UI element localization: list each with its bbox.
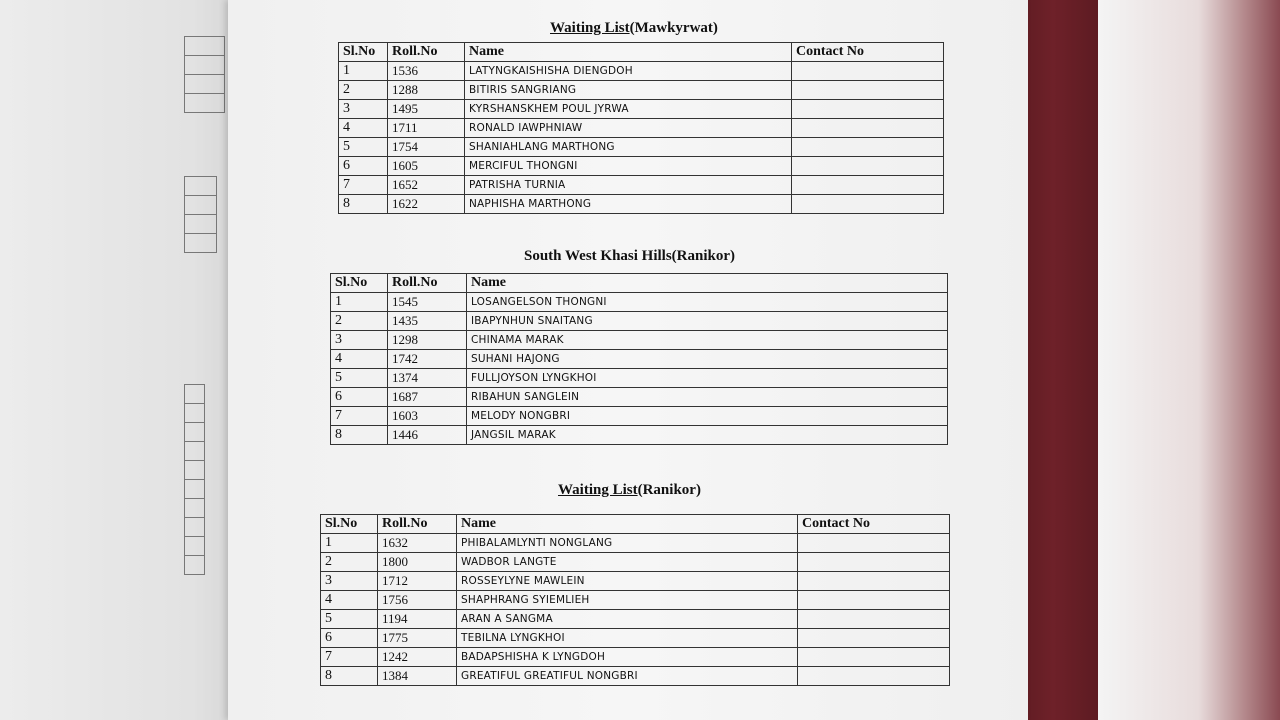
cell-name: NAPHISHA MARTHONG bbox=[465, 195, 792, 214]
cell-roll-no: 1298 bbox=[388, 331, 467, 350]
cell-contact-no bbox=[792, 119, 944, 138]
table-row bbox=[321, 534, 950, 553]
background-blur-right bbox=[1098, 0, 1280, 720]
cell-name: CHINAMA MARAK bbox=[467, 331, 948, 350]
header-sl-no: Sl.No bbox=[339, 43, 388, 62]
table-row bbox=[321, 667, 950, 686]
header-name: Name bbox=[467, 274, 948, 293]
waiting-list-mawkyrwat-table bbox=[338, 42, 944, 214]
cell-name: JANGSIL MARAK bbox=[467, 426, 948, 445]
table-row bbox=[321, 591, 950, 610]
section-title bbox=[524, 248, 735, 265]
cell-sl-no: 8 bbox=[339, 195, 388, 214]
cell-roll-no: 1495 bbox=[388, 100, 465, 119]
cell-contact-no bbox=[798, 572, 950, 591]
background-table-lines bbox=[184, 384, 205, 575]
south-west-khasi-hills-ranikor-table bbox=[330, 273, 948, 445]
background-table-lines bbox=[184, 36, 225, 113]
cell-sl-no: 4 bbox=[331, 350, 388, 369]
cell-name: IBAPYNHUN SNAITANG bbox=[467, 312, 948, 331]
header-roll-no: Roll.No bbox=[388, 43, 465, 62]
header-sl-no: Sl.No bbox=[321, 515, 378, 534]
cell-roll-no: 1800 bbox=[378, 553, 457, 572]
cell-contact-no bbox=[792, 62, 944, 81]
cell-contact-no bbox=[798, 667, 950, 686]
cell-contact-no bbox=[792, 176, 944, 195]
header-contact-no: Contact No bbox=[792, 43, 944, 62]
table-header-row bbox=[339, 43, 944, 62]
table-row bbox=[331, 331, 948, 350]
cell-roll-no: 1687 bbox=[388, 388, 467, 407]
cell-name: BADAPSHISHA K LYNGDOH bbox=[457, 648, 798, 667]
table-row bbox=[339, 138, 944, 157]
section-title-underlined: Waiting List bbox=[558, 482, 638, 498]
table-row bbox=[321, 648, 950, 667]
cell-contact-no bbox=[792, 157, 944, 176]
cell-roll-no: 1374 bbox=[388, 369, 467, 388]
cell-name: TEBILNA LYNGKHOI bbox=[457, 629, 798, 648]
cell-name: FULLJOYSON LYNGKHOI bbox=[467, 369, 948, 388]
cell-name: RONALD IAWPHNIAW bbox=[465, 119, 792, 138]
cell-name: BITIRIS SANGRIANG bbox=[465, 81, 792, 100]
table-row bbox=[321, 572, 950, 591]
cell-name: LOSANGELSON THONGNI bbox=[467, 293, 948, 312]
cell-sl-no: 2 bbox=[331, 312, 388, 331]
cell-roll-no: 1603 bbox=[388, 407, 467, 426]
cell-roll-no: 1536 bbox=[388, 62, 465, 81]
table-row bbox=[331, 388, 948, 407]
cell-roll-no: 1754 bbox=[388, 138, 465, 157]
cell-roll-no: 1384 bbox=[378, 667, 457, 686]
cell-sl-no: 5 bbox=[331, 369, 388, 388]
section-title-rest: South West Khasi Hills(Ranikor) bbox=[524, 248, 736, 264]
cell-roll-no: 1711 bbox=[388, 119, 465, 138]
table-row bbox=[339, 176, 944, 195]
cell-roll-no: 1194 bbox=[378, 610, 457, 629]
header-contact-no: Contact No bbox=[798, 515, 950, 534]
cell-contact-no bbox=[798, 648, 950, 667]
cell-roll-no: 1756 bbox=[378, 591, 457, 610]
cell-sl-no: 1 bbox=[321, 534, 378, 553]
cell-name: SHANIAHLANG MARTHONG bbox=[465, 138, 792, 157]
section-title bbox=[550, 20, 718, 37]
cell-roll-no: 1446 bbox=[388, 426, 467, 445]
cell-sl-no: 4 bbox=[339, 119, 388, 138]
cell-sl-no: 3 bbox=[331, 331, 388, 350]
cell-sl-no: 4 bbox=[321, 591, 378, 610]
cell-sl-no: 5 bbox=[339, 138, 388, 157]
section-title-rest: (Mawkyrwat) bbox=[629, 20, 718, 36]
cell-sl-no: 2 bbox=[321, 553, 378, 572]
background-paper-left bbox=[0, 0, 240, 720]
table-header-row bbox=[331, 274, 948, 293]
cell-name: ARAN A SANGMA bbox=[457, 610, 798, 629]
cell-roll-no: 1742 bbox=[388, 350, 467, 369]
cell-roll-no: 1712 bbox=[378, 572, 457, 591]
cell-roll-no: 1545 bbox=[388, 293, 467, 312]
background-table-lines bbox=[184, 176, 217, 253]
cell-contact-no bbox=[798, 591, 950, 610]
cell-name: ROSSEYLYNE MAWLEIN bbox=[457, 572, 798, 591]
table-row bbox=[339, 100, 944, 119]
cell-sl-no: 8 bbox=[331, 426, 388, 445]
table-row bbox=[331, 407, 948, 426]
table-row bbox=[339, 81, 944, 100]
cell-sl-no: 3 bbox=[339, 100, 388, 119]
table-row bbox=[331, 426, 948, 445]
cell-sl-no: 7 bbox=[339, 176, 388, 195]
cell-roll-no: 1605 bbox=[388, 157, 465, 176]
cell-sl-no: 1 bbox=[331, 293, 388, 312]
cell-contact-no bbox=[792, 138, 944, 157]
header-roll-no: Roll.No bbox=[388, 274, 467, 293]
table-header-row bbox=[321, 515, 950, 534]
cell-contact-no bbox=[798, 553, 950, 572]
cell-name: MERCIFUL THONGNI bbox=[465, 157, 792, 176]
document-page bbox=[228, 0, 1028, 720]
cell-sl-no: 2 bbox=[339, 81, 388, 100]
table-row bbox=[331, 369, 948, 388]
cell-roll-no: 1632 bbox=[378, 534, 457, 553]
cell-roll-no: 1242 bbox=[378, 648, 457, 667]
header-sl-no: Sl.No bbox=[331, 274, 388, 293]
cell-contact-no bbox=[792, 100, 944, 119]
cell-sl-no: 3 bbox=[321, 572, 378, 591]
header-name: Name bbox=[465, 43, 792, 62]
table-row bbox=[331, 312, 948, 331]
cell-contact-no bbox=[798, 629, 950, 648]
table-row bbox=[321, 610, 950, 629]
table-row bbox=[339, 195, 944, 214]
cell-contact-no bbox=[792, 195, 944, 214]
cell-name: PHIBALAMLYNTI NONGLANG bbox=[457, 534, 798, 553]
cell-name: WADBOR LANGTE bbox=[457, 553, 798, 572]
cell-name: RIBAHUN SANGLEIN bbox=[467, 388, 948, 407]
cell-sl-no: 6 bbox=[331, 388, 388, 407]
table-row bbox=[331, 350, 948, 369]
cell-sl-no: 7 bbox=[331, 407, 388, 426]
cell-sl-no: 6 bbox=[339, 157, 388, 176]
table-row bbox=[339, 119, 944, 138]
table-row bbox=[321, 553, 950, 572]
cell-contact-no bbox=[792, 81, 944, 100]
table-row bbox=[321, 629, 950, 648]
cell-name: LATYNGKAISHISHA DIENGDOH bbox=[465, 62, 792, 81]
cell-contact-no bbox=[798, 610, 950, 629]
cell-name: SHAPHRANG SYIEMLIEH bbox=[457, 591, 798, 610]
table-row bbox=[331, 293, 948, 312]
cell-name: SUHANI HAJONG bbox=[467, 350, 948, 369]
table-row bbox=[339, 62, 944, 81]
section-title-underlined: Waiting List bbox=[550, 20, 630, 36]
cell-sl-no: 7 bbox=[321, 648, 378, 667]
cell-sl-no: 1 bbox=[339, 62, 388, 81]
cell-roll-no: 1435 bbox=[388, 312, 467, 331]
header-roll-no: Roll.No bbox=[378, 515, 457, 534]
cell-roll-no: 1775 bbox=[378, 629, 457, 648]
cell-name: KYRSHANSKHEM POUL JYRWA bbox=[465, 100, 792, 119]
cell-sl-no: 8 bbox=[321, 667, 378, 686]
cell-name: MELODY NONGBRI bbox=[467, 407, 948, 426]
cell-name: GREATIFUL GREATIFUL NONGBRI bbox=[457, 667, 798, 686]
cell-roll-no: 1622 bbox=[388, 195, 465, 214]
header-name: Name bbox=[457, 515, 798, 534]
cell-roll-no: 1288 bbox=[388, 81, 465, 100]
section-title-rest: (Ranikor) bbox=[637, 482, 701, 498]
cell-contact-no bbox=[798, 534, 950, 553]
section-title bbox=[558, 482, 701, 499]
cell-sl-no: 6 bbox=[321, 629, 378, 648]
cell-sl-no: 5 bbox=[321, 610, 378, 629]
cell-name: PATRISHA TURNIA bbox=[465, 176, 792, 195]
table-row bbox=[339, 157, 944, 176]
waiting-list-ranikor-table bbox=[320, 514, 950, 686]
cell-roll-no: 1652 bbox=[388, 176, 465, 195]
